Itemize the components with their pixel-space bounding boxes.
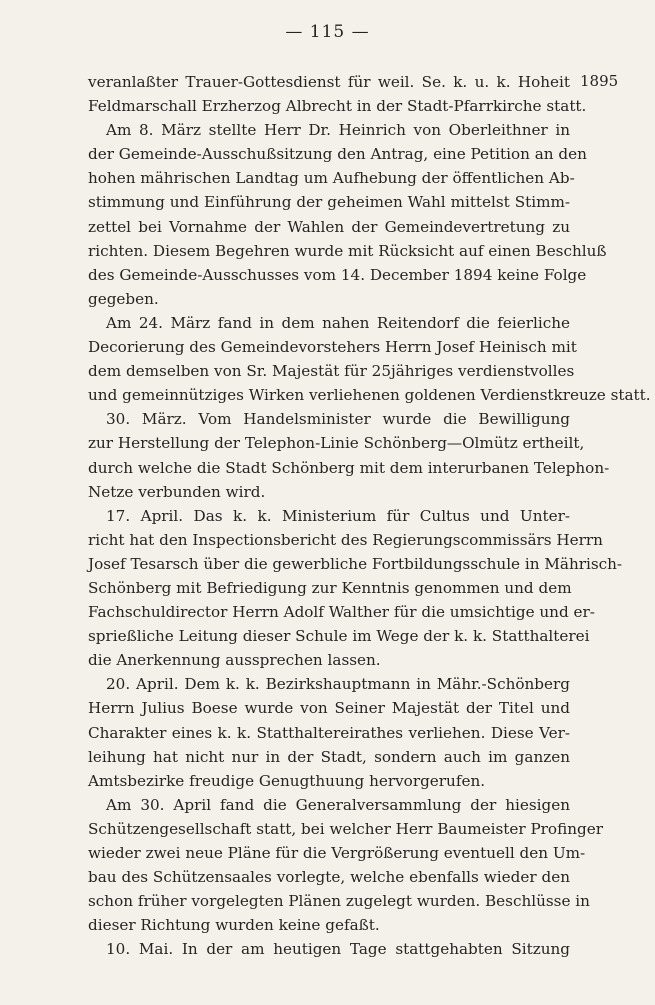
text-line: 17. April. Das k. k. Ministerium für Cultus und Unter- <box>106 506 570 525</box>
text-line: zur Herstellung der Telephon-Linie Schönberg—Olmütz ertheilt, <box>88 434 585 453</box>
text-line: 10. Mai. In der am heutigen Tage stattgehabten Sitzung <box>106 940 570 959</box>
text-line: Am 24. März fand in dem nahen Reitendorf die feierliche <box>106 313 570 332</box>
text-line: richt hat den Inspectionsbericht des Regierungscommissärs Herrn <box>88 530 603 549</box>
text-line: der Gemeinde-Ausschußsitzung den Antrag, eine Petition an den <box>88 145 587 164</box>
text-line: veranlaßter Trauer-Gottesdienst für weil. Se. k. u. k. Hoheit <box>88 73 570 91</box>
text-line: Feldmarschall Erzherzog Albrecht in der Stadt-Pfarrkirche statt. <box>88 97 587 116</box>
text-line: leihung hat nicht nur in der Stadt, sondern auch im ganzen <box>88 747 570 766</box>
text-line: und gemeinnütziges Wirken verliehenen goldenen Verdienstkreuze statt. <box>88 386 651 405</box>
text-line: Charakter eines k. k. Statthaltereirathes verliehen. Diese Ver- <box>88 723 570 742</box>
text-line: hohen mährischen Landtag um Aufhebung der öffentlichen Ab- <box>88 169 575 188</box>
text-line: Am 30. April fand die Generalversammlung der hiesigen <box>106 795 570 814</box>
text-line: Herrn Julius Boese wurde von Seiner Majestät der Titel und <box>88 699 570 718</box>
text-line: dieser Richtung wurden keine gefaßt. <box>88 916 380 935</box>
text-line: wieder zwei neue Pläne für die Vergrößerung eventuell den Um- <box>88 844 586 862</box>
text-line: dem demselben von Sr. Majestät für 25jähriges verdienstvolles <box>88 362 575 381</box>
text-line: sprießliche Leitung dieser Schule im Wege der k. k. Statthalterei <box>88 627 590 646</box>
text-line: 20. April. Dem k. k. Bezirkshauptmann in Mähr.-Schönberg <box>106 675 570 694</box>
text-line: Decorierung des Gemeindevorstehers Herrn Josef Heinisch mit <box>88 338 577 357</box>
text-line: zettel bei Vornahme der Wahlen der Gemeindevertretung zu <box>88 217 570 236</box>
text-line: richten. Diesem Begehren wurde mit Rücksicht auf einen Beschluß <box>88 241 607 260</box>
text-line: die Anerkennung aussprechen lassen. <box>88 651 381 670</box>
text-line: stimmung und Einführung der geheimen Wahl mittelst Stimm- <box>88 193 570 212</box>
text-line: Netze verbunden wird. <box>88 482 266 501</box>
text-line: schon früher vorgelegten Plänen zugelegt wurden. Beschlüsse in <box>88 892 590 911</box>
text-line: Josef Tesarsch über die gewerbliche Fortbildungsschule in Mährisch- <box>88 554 623 573</box>
margin-year-note: 1895 <box>580 72 619 90</box>
text-line: durch welche die Stadt Schönberg mit dem interurbanen Telephon- <box>88 458 610 477</box>
text-line: Am 8. März stellte Herr Dr. Heinrich von Oberleithner in <box>106 121 570 140</box>
text-line: bau des Schützensaales vorlegte, welche ebenfalls wieder den <box>88 868 570 887</box>
text-line: Schützengesellschaft statt, bei welcher Herr Baumeister Profinger <box>88 819 603 838</box>
text-line: Schönberg mit Befriedigung zur Kenntnis genommen und dem <box>88 578 572 597</box>
text-line: gegeben. <box>88 289 159 308</box>
text-line: 30. März. Vom Handelsminister wurde die Bewilligung <box>106 410 570 429</box>
text-line: des Gemeinde-Ausschusses vom 14. December 1894 keine Folge <box>88 265 587 284</box>
text-line: Fachschuldirector Herrn Adolf Walther für die umsichtige und er- <box>88 603 595 622</box>
page-number: — 115 — <box>285 22 370 42</box>
text-line: Amtsbezirke freudige Genugthuung hervorgerufen. <box>88 771 486 790</box>
